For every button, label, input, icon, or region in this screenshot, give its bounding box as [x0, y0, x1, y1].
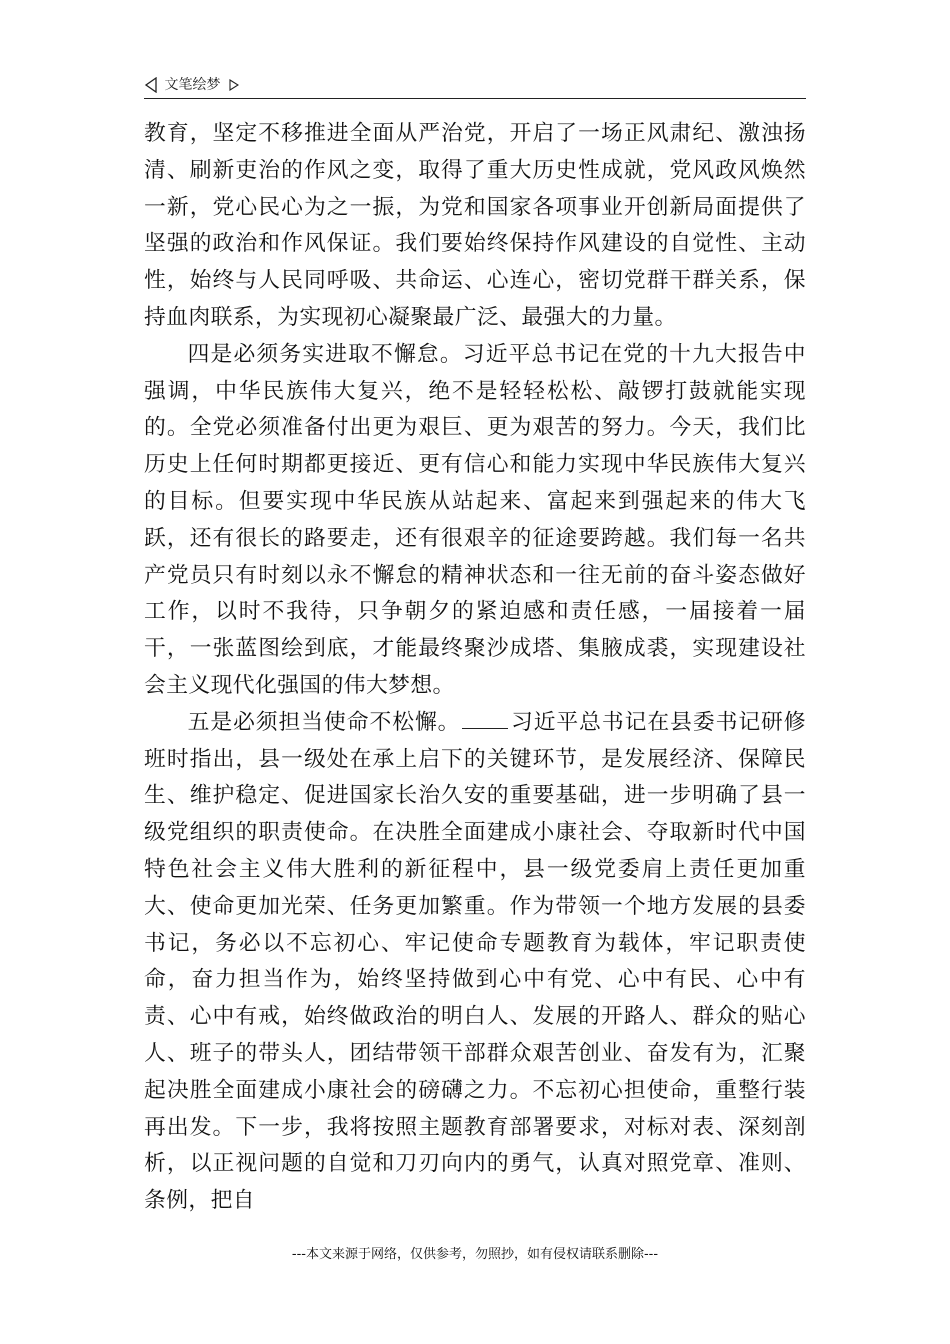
document-body [144, 116, 806, 1220]
paragraph-point-four: 四是必须务实进取不懈怠。习近平总书记在党的十九大报告中强调，中华民族伟大复兴，绝不是轻轻松松、敲锣打鼓就能实现的。全党必须准备付出更为艰巨、更为艰苦的努力。今天，我们比历史上任何时期都更接近、更有信心和能力实现中华民族伟大复兴的目标。但要实现中华民族从站起来、富起来到强起来的伟大飞跃，还有很长的路要走，还有很艰辛的征途要跨越。我们每一名共产党员只有时刻以永不懈怠的精神状态和一往无前的奋斗姿态做好工作，以时不我待，只争朝夕的紧迫感和责任感，一届接着一届干，一张蓝图绘到底，才能最终聚沙成塔、集腋成裘，实现建设社会主义现代化强国的伟大梦想。 [144, 341, 806, 698]
blank-underline [462, 710, 508, 729]
paragraph-point-five [144, 705, 806, 1220]
triangle-left-icon [144, 77, 158, 93]
header-brand: 文笔绘梦 [164, 77, 221, 93]
page-header [144, 74, 806, 99]
triangle-right-icon [229, 79, 239, 91]
paragraph-point-five-lead: 五是必须担当使命不松懈。 [187, 709, 461, 735]
footer-disclaimer: ---本文来源于网络，仅供参考，勿照抄，如有侵权请联系删除--- [291, 1247, 659, 1262]
paragraph-point-five-body: 习近平总书记在县委书记研修班时指出，县一级处在承上启下的关键环节，是发展经济、保障民生、维护稳定、促进国家长治久安的重要基础，进一步明确了县一级党组织的职责使命。在决胜全面建成小康社会、夺取新时代中国特色社会主义伟大胜利的新征程中，县一级党委肩上责任更加重大、使命更加光荣、任务更加繁重。作为带领一个地方发展的县委书记，务必以不忘初心、牢记使命专题教育为载体，牢记职责使命，奋力担当作为，始终坚持做到心中有党、心中有民、心中有责、心中有戒，始终做政治的明白人、发展的开路人、群众的贴心人、班子的带头人，团结带领干部群众艰苦创业、奋发有为，汇聚起决胜全面建成小康社会的磅礴之力。不忘初心担使命，重整行装再出发。下一步，我将按照主题教育部署要求，对标对表、深刻剖析，以正视问题的自觉和刀刃向内的勇气，认真对照党章、准则、条例，把自 [144, 709, 806, 1214]
paragraph-continuation: 教育，坚定不移推进全面从严治党，开启了一场正风肃纪、激浊扬清、刷新吏治的作风之变，取得了重大历史性成就，党风政风焕然一新，党心民心为之一振，为党和国家各项事业开创新局面提供了坚强的政治和作风保证。我们要始终保持作风建设的自觉性、主动性，始终与人民同呼吸、共命运、心连心，密切党群干群关系，保持血肉联系，为实现初心凝聚最广泛、最强大的力量。 [144, 121, 806, 330]
